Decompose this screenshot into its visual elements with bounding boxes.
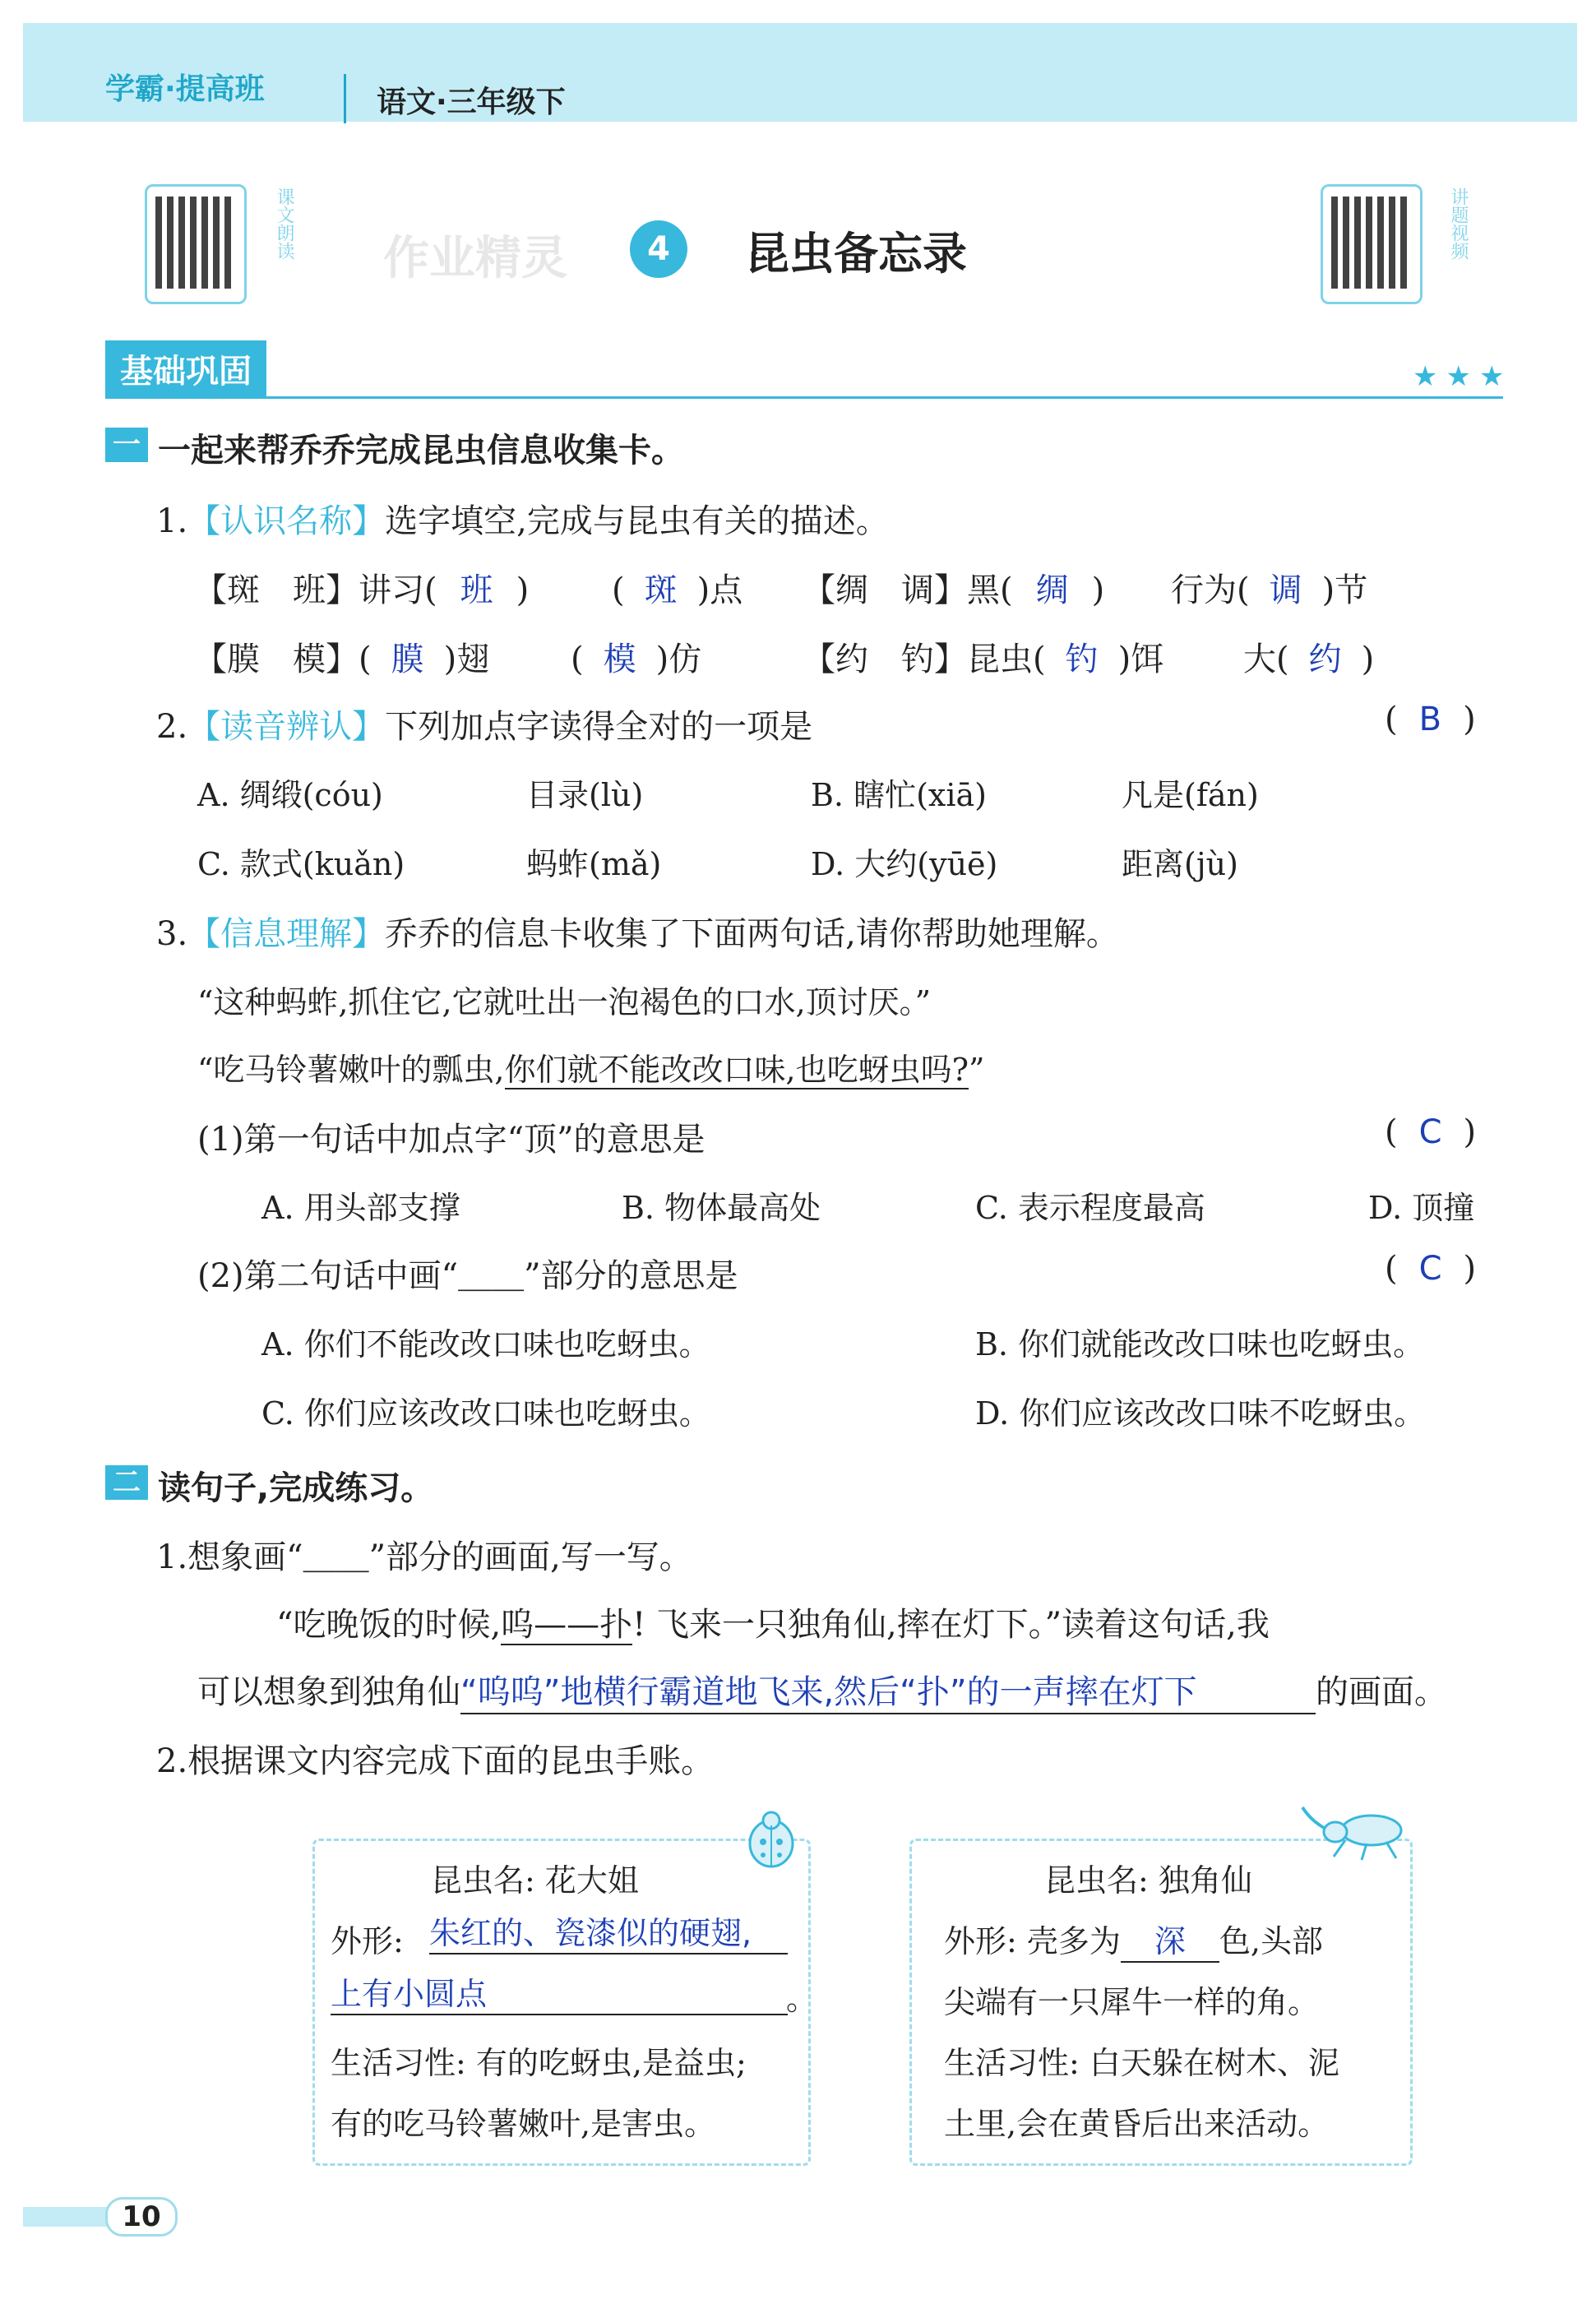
card2-shape-line2: 尖端有一只犀牛一样的角。	[944, 1984, 1320, 2020]
q1-tag: 【认识名称】	[187, 502, 386, 540]
ladybug-icon	[738, 1806, 804, 1871]
q2-option-b2: 凡是(fán)	[1122, 777, 1259, 813]
part1-title: 一起来帮乔乔完成昆虫信息收集卡。	[158, 432, 684, 470]
answer-field[interactable]: 约	[1308, 641, 1342, 678]
answer-field[interactable]: 班	[460, 571, 493, 609]
q2-option-d2: 距离(jù)	[1122, 846, 1238, 882]
q2-option-b1[interactable]: B. 瞎忙(xiā)	[811, 777, 987, 813]
qr-left-label: 课文朗读	[274, 187, 294, 260]
p2-q2-line: 2.根据课文内容完成下面的昆虫手账。	[156, 1742, 715, 1780]
q3-sub2: (2)第二句话中画“＿＿”部分的意思是	[197, 1257, 738, 1295]
q2-answer-bracket: ( B )	[1385, 701, 1476, 738]
q1-row2-c: 【约 钓】昆虫( 钓 )饵	[803, 641, 1164, 678]
series-title: 学霸·提高班	[105, 72, 265, 106]
q3-sub1-option-b[interactable]: B. 物体最高处	[622, 1190, 821, 1226]
underlined-phrase: 你们就不能改改口味,也吃蚜虫吗?	[504, 1052, 969, 1088]
q1-line	[156, 495, 889, 542]
q1-row2-a: 【膜 模】( 膜 )翅	[194, 641, 490, 678]
q2-text: 下列加点字读得全对的一项是	[385, 708, 813, 746]
q2-option-d1[interactable]: D. 大约(yūē)	[811, 846, 998, 882]
card2-name: 昆虫名: 独角仙	[1044, 1862, 1252, 1899]
card1-habit2: 有的吃马铃薯嫩叶,是害虫。	[331, 2106, 716, 2142]
q3-line: 3.【信息理解】乔乔的信息卡收集了下面两句话,请你帮助她理解。	[156, 915, 1119, 953]
answer-field[interactable]: 模	[603, 641, 636, 678]
answer-field[interactable]: 钓	[1065, 641, 1099, 678]
q2-option-a1[interactable]: A. 绸缎(cóu)	[197, 777, 383, 813]
card2-habit2: 土里,会在黄昏后出来活动。	[944, 2106, 1330, 2142]
q3-sub2-option-d[interactable]: D. 你们应该改改口味不吃蚜虫。	[975, 1395, 1426, 1432]
q1-text: 选字填空,完成与昆虫有关的描述。	[385, 502, 889, 540]
q2-line: 2.【读音辨认】下列加点字读得全对的一项是	[156, 708, 813, 746]
q3-sub2-bracket: ( C )	[1385, 1250, 1477, 1288]
beetle-icon	[1296, 1797, 1411, 1863]
q3-sub2-option-b[interactable]: B. 你们就能改改口味也吃蚜虫。	[975, 1326, 1425, 1362]
section-badge: 基础巩固	[105, 340, 266, 397]
q2-tag: 【读音辨认】	[187, 708, 386, 746]
q3-tag: 【信息理解】	[187, 915, 386, 953]
p2-q1-quote: “吃晚饭的时候,呜——扑! 飞来一只独角仙,摔在灯下。”读着这句话,我	[276, 1606, 1270, 1644]
card1-shape-end: 。	[786, 1981, 818, 2017]
q3-sub1-answer[interactable]: C	[1418, 1113, 1442, 1151]
q1-row2-b: ( 模 )仿	[571, 641, 702, 678]
card1-shape-label: 外形:	[331, 1923, 404, 1959]
part1-badge: 一	[105, 428, 148, 462]
q1-row1-c: 【绸 调】黑( 绸 )	[803, 571, 1105, 609]
q1-row1-a: 【斑 班】讲习( 班 )	[194, 571, 530, 609]
p2-q1-answer-line: 可以想象到独角仙“呜呜”地横行霸道地飞来,然后“扑”的一声摔在灯下 的画面。	[197, 1666, 1447, 1714]
card1-shape-answer2[interactable]: 上有小圆点	[331, 1968, 788, 2015]
section-divider	[105, 396, 1503, 399]
qr-pattern-icon	[155, 197, 231, 289]
q1-row1-d: 行为( 调 )节	[1171, 571, 1368, 609]
card1-habit1: 生活习性: 有的吃蚜虫,是益虫;	[331, 2045, 747, 2081]
answer-field[interactable]: 斑	[644, 571, 678, 609]
q3-text: 乔乔的信息卡收集了下面两句话,请你帮助她理解。	[385, 915, 1119, 953]
qr-code-reading[interactable]	[145, 184, 247, 304]
p2-q1-line: 1.想象画“＿＿”部分的画面,写一写。	[156, 1538, 692, 1576]
q1-row1-b: ( 斑 )点	[612, 571, 743, 609]
answer-field[interactable]: 调	[1269, 571, 1302, 609]
q3-sub2-option-c[interactable]: C. 你们应该改改口味也吃蚜虫。	[261, 1395, 710, 1432]
card2-shape-answer[interactable]: 深	[1121, 1916, 1219, 1963]
difficulty-stars: ★★★	[1413, 360, 1513, 393]
underlined-phrase: 呜——扑	[501, 1606, 633, 1644]
q2-option-c1[interactable]: C. 款式(kuǎn)	[197, 846, 405, 882]
q3-sentence1: “这种蚂蚱,抓住它,它就吐出一泡褐色的口水,顶讨厌。”	[197, 984, 932, 1020]
page-number: 10	[105, 2197, 178, 2237]
q3-sub1-option-a[interactable]: A. 用头部支撑	[261, 1190, 460, 1226]
header-divider	[344, 74, 346, 123]
answer-field[interactable]: 绸	[1035, 571, 1069, 609]
watermark: 作业精灵	[383, 232, 567, 285]
q1-row2-d: 大( 约 )	[1243, 641, 1375, 678]
qr-right-label: 讲题视频	[1448, 187, 1469, 260]
answer-field[interactable]: 膜	[391, 641, 424, 678]
q3-sub1-option-c[interactable]: C. 表示程度最高	[975, 1190, 1205, 1226]
q2-answer[interactable]: B	[1418, 701, 1442, 738]
lesson-title: 昆虫备忘录	[745, 228, 967, 280]
part2-badge: 二	[105, 1465, 148, 1500]
part2-title: 读句子,完成练习。	[158, 1469, 434, 1507]
q1-number: 1.	[156, 502, 188, 540]
lesson-number: 4	[630, 220, 687, 278]
q3-sentence2: “吃马铃薯嫩叶的瓢虫,你们就不能改改口味,也吃蚜虫吗?”	[197, 1052, 985, 1088]
q3-sub2-answer[interactable]: C	[1418, 1250, 1442, 1288]
q2-option-a2: 目录(lù)	[526, 777, 644, 813]
card1-shape-answer1[interactable]: 朱红的、瓷漆似的硬翅,	[429, 1908, 788, 1954]
qr-code-video[interactable]	[1321, 184, 1423, 304]
card2-shape: 外形: 壳多为 深 色,头部	[944, 1916, 1323, 1963]
q3-sub1-option-d[interactable]: D. 顶撞	[1368, 1190, 1475, 1226]
q2-option-c2: 蚂蚱(mǎ)	[526, 846, 662, 882]
card1-name: 昆虫名: 花大姐	[431, 1862, 639, 1899]
subject-title: 语文·三年级下	[377, 86, 566, 119]
q3-sub1-bracket: ( C )	[1385, 1113, 1477, 1151]
q3-sub2-option-a[interactable]: A. 你们不能改改口味也吃蚜虫。	[261, 1326, 710, 1362]
q3-sub1: (1)第一句话中加点字“顶”的意思是	[197, 1121, 705, 1159]
qr-pattern-icon	[1331, 197, 1407, 289]
p2-q1-answer[interactable]: “呜呜”地横行霸道地飞来,然后“扑”的一声摔在灯下	[460, 1666, 1316, 1714]
card2-habit1: 生活习性: 白天躲在树木、泥	[944, 2045, 1339, 2081]
